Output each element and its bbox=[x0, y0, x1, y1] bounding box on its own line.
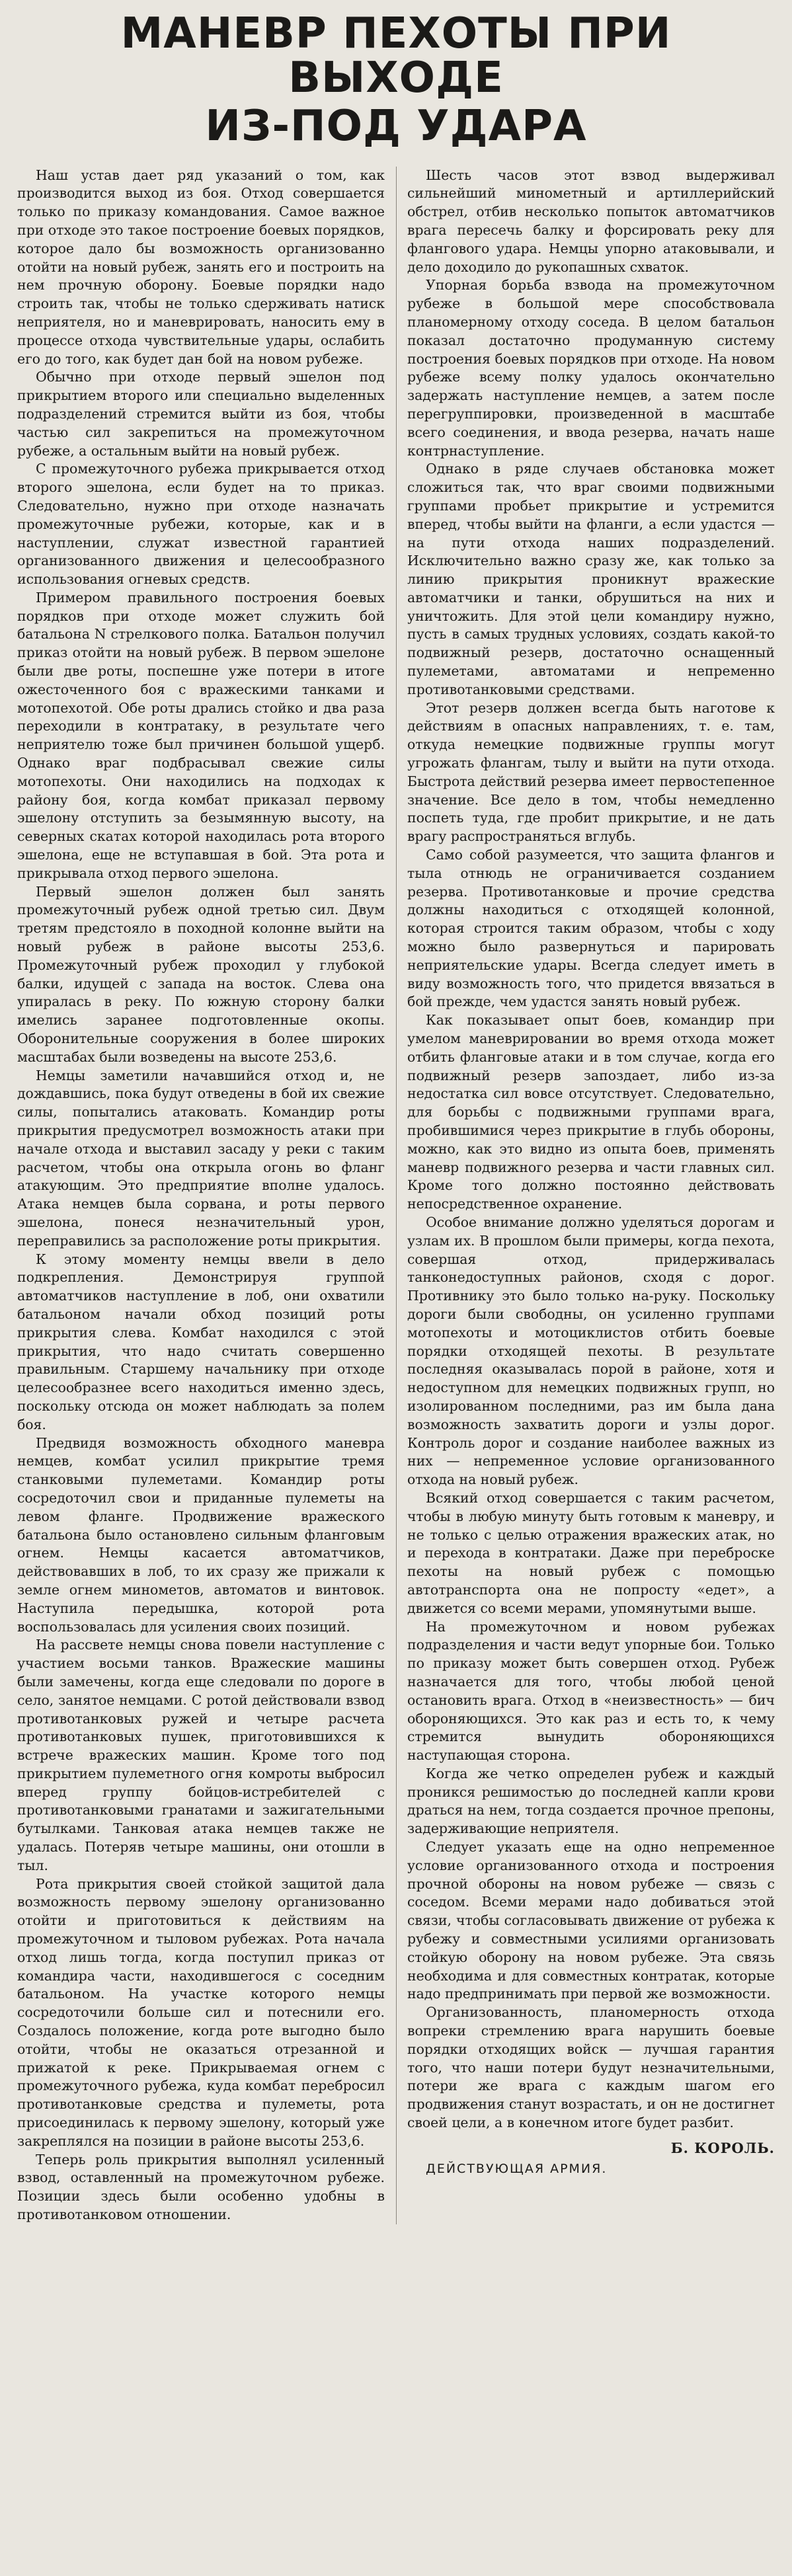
right-column-paragraphs bbox=[407, 167, 775, 2132]
article-paragraph: Однако в ряде случаев обстановка может сложиться так, что враг своими подвижными группами пробьет прикрытие и устремится вперед, чтобы выйти на фланги, а если удастся — на пути отхода наших подразделений. Исключительно важно сразу же, как только за линию прикрытия проникнут вражеские автоматчики и танки, обрушиться на них и уничтожить. Для этой цели командиру нужно, пусть в самых трудных условиях, создать какой-то подвижный резерв, достаточно оснащенный пулеметами, автоматами и непременно противотанковыми средствами. bbox=[407, 461, 775, 697]
article-paragraph: Рота прикрытия своей стойкой защитой дала возможность первому эшелону организованно отойти и приготовиться к действиям на промежуточном и тыловом рубежах. Рота начала отход лишь тогда, когда поступил приказ от командира части, находившегося с соседним батальоном. На участке которого немцы сосредоточили больше сил и потеснили его. Создалось положение, когда роте выгодно было отойти, чтобы не оказаться отрезанной и прижатой к реке. Прикрываемая огнем с промежуточного рубежа, куда комбат перебросил противотанковые средства и пулеметы, рота присоединилась к первому эшелону, который уже закреплялся на позиции в районе высоты 253,6. bbox=[17, 1875, 385, 2149]
article-paragraph: К этому моменту немцы ввели в дело подкрепления. Демонстрируя группой автоматчиков наступление в лоб, они охватили батальоном начали обход позиций роты прикрытия слева. Комбат находился с этой прикрытия, что надо считать совершенно правильным. Старшему начальнику при отходе целесообразнее всего находиться именно здесь, поскольку отсюда он может наблюдать за полем боя. bbox=[17, 1251, 385, 1432]
article-paragraph: Организованность, планомерность отхода вопреки стремлению врага нарушить боевые порядки отходящих войск — лучшая гарантия того, что наши потери будут незначительными, потери же врага с каждым шагом его продвижения станут возрастать, и он не достигнет своей цели, а в конечном итоге будет разбит. bbox=[407, 2004, 775, 2131]
article-paragraph: Шесть часов этот взвод выдерживал сильнейший минометный и артиллерийский обстрел, отбив несколько попыток автоматчиков врага пересечь балку и форсировать реку для флангового удара. Немцы упорно атаковывали, и дело доходило до рукопашных схваток. bbox=[407, 167, 775, 275]
article-paragraph: С промежуточного рубежа прикрывается отход второго эшелона, если будет на то приказ. Следовательно, нужно при отходе назначать промежуточные рубежи, которые, как и в наступлении, служат известной гарантией организованного движения и целесообразного использования огневых средств. bbox=[17, 461, 385, 588]
article-paragraph: Особое внимание должно уделяться дорогам и узлам их. В прошлом были примеры, когда пехота, совершая отход, придерживалась танконедоступных районов, сходя с дорог. Противнику это было только на-руку. Поскольку дороги были свободны, он усиленно группами мотопехоты и мотоциклистов отбить боевые порядки отходящей пехоты. В результате последняя оказывалась порой в районе, хотя и недоступном для немецких подвижных групп, но изолированном последними, раз им была дана возможность захватить дороги и узлы дорог. Контроль дорог и создание наиболее важных из них — непременное условие организованного отхода на новый рубеж. bbox=[407, 1214, 775, 1488]
article-paragraph: Обычно при отходе первый эшелон под прикрытием второго или специально выделенных подразделений стремится выйти из боя, чтобы частью сил закрепиться на промежуточном рубеже, а остальным выйти на новый рубеж. bbox=[17, 369, 385, 459]
article-paragraph: Всякий отход совершается с таким расчетом, чтобы в любую минуту быть готовым к маневру, и не только с целью отражения вражеских атак, но и перехода в контратаки. Даже при переброске пехоты на новый рубеж с помощью автотранспорта она не попросту «едет», а движется со всеми мерами, упомянутыми выше. bbox=[407, 1489, 775, 1616]
article-columns bbox=[17, 167, 775, 2224]
article-paragraph: Само собой разумеется, что защита флангов и тыла отнюдь не ограничивается созданием резерва. Противотанковые и прочие средства должны находиться с отходящей колонной, которая строится таким образом, чтобы с ходу можно было развернуться и парировать неприятельские удары. Всегда следует иметь в виду возможность того, что придется ввязаться в бой прежде, чем удастся занять новый рубеж. bbox=[407, 847, 775, 1010]
article-paragraph: Примером правильного построения боевых порядков при отходе может служить бой батальона N стрелкового полка. Батальон получил приказ отойти на новый рубеж. В первом эшелоне были две роты, поспешне уже потери в итоге ожесточенного боя с вражескими танками и мотопехотой. Обе роты дрались стойко и два раза переходили в контратаку, в результате чего неприятелю тоже был причинен большой ущерб. Однако враг подбрасывал свежие силы мотопехоты. Они находились на подходах к району боя, когда комбат приказал первому эшелону отступить за безымянную высоту, на северных скатах которой находилась рота второго эшелона, еще не вступавшая в бой. Эта рота и прикрывала отход первого эшелона. bbox=[17, 589, 385, 881]
right-column bbox=[407, 167, 775, 2224]
article-paragraph: На промежуточном и новом рубежах подразделения и части ведут упорные бои. Только по приказу может быть совершен отход. Рубеж назначается для того, чтобы любой ценой остановить врага. Отход в «неизвестность» — бич обороняющихся. Это как раз и есть то, к чему стремится вынудить обороняющихся наступающая сторона. bbox=[407, 1618, 775, 1764]
article-paragraph: Этот резерв должен всегда быть наготове к действиям в опасных направлениях, т. е. там, откуда немецкие подвижные группы могут угрожать флангам, тылу и выйти на пути отхода. Быстрота действий резерва имеет первостепенное значение. Все дело в том, чтобы немедленно поспеть туда, где пробит прикрытие, и не дать врагу распространяться вглубь. bbox=[407, 699, 775, 845]
left-column bbox=[17, 167, 385, 2224]
article-paragraph: Немцы заметили начавшийся отход и, не дождавшись, пока будут отведены в бой их свежие силы, попытались атаковать. Командир роты прикрытия предусмотрел возможность атаки при начале отхода и выставил засаду у реки с таким расчетом, чтобы она открыла огонь во фланг атакующим. Это предприятие вполне удалось. Атака немцев была сорвана, и роты первого эшелона, понеся незначительный урон, переправились за расположение роты прикрытия. bbox=[17, 1067, 385, 1249]
headline-line-1: МАНЕВР ПЕХОТЫ ПРИ ВЫХОДЕ bbox=[120, 9, 672, 103]
dateline: ДЕЙСТВУЮЩАЯ АРМИЯ. bbox=[426, 2161, 608, 2176]
article-paragraph: Первый эшелон должен был занять промежуточный рубеж одной третью сил. Двум третям предстояло в походной колонне выйти на новый рубеж в районе высоты 253,6. Промежуточный рубеж проходил у глубокой балки, идущей с запада на восток. Слева она упиралась в реку. По южную сторону балки имелись заранее подготовленные окопы. Оборонительные сооружения в более широких масштабах были возведены на высоте 253,6. bbox=[17, 883, 385, 1065]
headline-line-2: ИЗ-ПОД УДАРА bbox=[205, 102, 587, 151]
article-paragraph: Как показывает опыт боев, командир при умелом маневрировании во время отхода может отбить фланговые атаки и в том случае, когда его подвижный резерв запоздает, либо из-за недостатка сил вовсе отсутствует. Следовательно, для борьбы с подвижными группами врага, пробившимися через прикрытие в глубь обороны, можно, как это видно из опыта боев, применять маневр подвижного резерва и части главных сил. Кроме того должно постоянно действовать непосредственное охранение. bbox=[407, 1012, 775, 1212]
article-paragraph: Когда же четко определен рубеж и каждый проникся решимостью до последней капли крови драться на нем, тогда создается прочное препоны, задерживающие неприятеля. bbox=[407, 1765, 775, 1837]
article-headline bbox=[17, 9, 775, 151]
article-paragraph: Наш устав дает ряд указаний о том, как производится выход из боя. Отход совершается только по приказу командования. Самое важное при отходе это такое построение боевых порядков, которое дало бы возможность организованно отойти на новый рубеж, занять его и построить на нем прочную оборону. Боевые порядки надо строить так, чтобы не только сдерживать натиск неприятеля, но и маневрировать, наносить ему в процессе отхода чувствительные удары, ослабить его до того, как будет дан бой на новом рубеже. bbox=[17, 167, 385, 367]
article-paragraph: Теперь роль прикрытия выполнял усиленный взвод, оставленный на промежуточном рубеже. Позиции здесь были особенно удобны в противотанковом отношении. bbox=[17, 2151, 385, 2223]
article-paragraph: На рассвете немцы снова повели наступление с участием восьми танков. Вражеские машины были замечены, когда еще следовали по дороге в село, занятое немцами. С ротой действовали взвод противотанковых ружей и четыре расчета противотанковых пушек, приготовившихся к встрече вражеских машин. Кроме того под прикрытием пулеметного огня комроты выбросил вперед группу бойцов-истребителей с противотанковыми гранатами и зажигательными бутылками. Танковая атака немцев также не удалась. Потеряв четыре машины, они отошли в тыл. bbox=[17, 1637, 385, 1873]
author-signature: Б. КОРОЛЬ. bbox=[670, 2139, 775, 2156]
article-paragraph: Предвидя возможность обходного маневра немцев, комбат усилил прикрытие тремя станковыми пулеметами. Командир роты сосредоточил свои и приданные пулеметы на левом фланге. Продвижение вражеского батальона было остановлено сильным фланговым огнем. Немцы касается автоматчиков, действовавших в лоб, то их сразу же прижали к земле огнем минометов, автоматов и винтовок. Наступила передышка, которой рота воспользовалась для усиления своих позиций. bbox=[17, 1434, 385, 1635]
article-paragraph: Упорная борьба взвода на промежуточном рубеже в большой мере способствовала планомерному отходу соседа. В целом батальон показал достаточно продуманную систему построения боевых порядков при отходе. На новом рубеже всему полку удалось окончательно задержать наступление немцев, а затем после перегруппировки, произведенной в масштабе всего соединения, и ввода резерва, начать наше контрнаступление. bbox=[407, 277, 775, 459]
article-paragraph: Следует указать еще на одно непременное условие организованного отхода и построения прочной обороны на новом рубеже — связь с соседом. Всеми мерами надо добиваться этой связи, чтобы согласовывать движение от рубежа к рубежу и совместными усилиями организовать стойкую оборону на новом рубеже. Эта связь необходима и для совместных контратак, которые надо предпринимать при первой же возможности. bbox=[407, 1839, 775, 2002]
